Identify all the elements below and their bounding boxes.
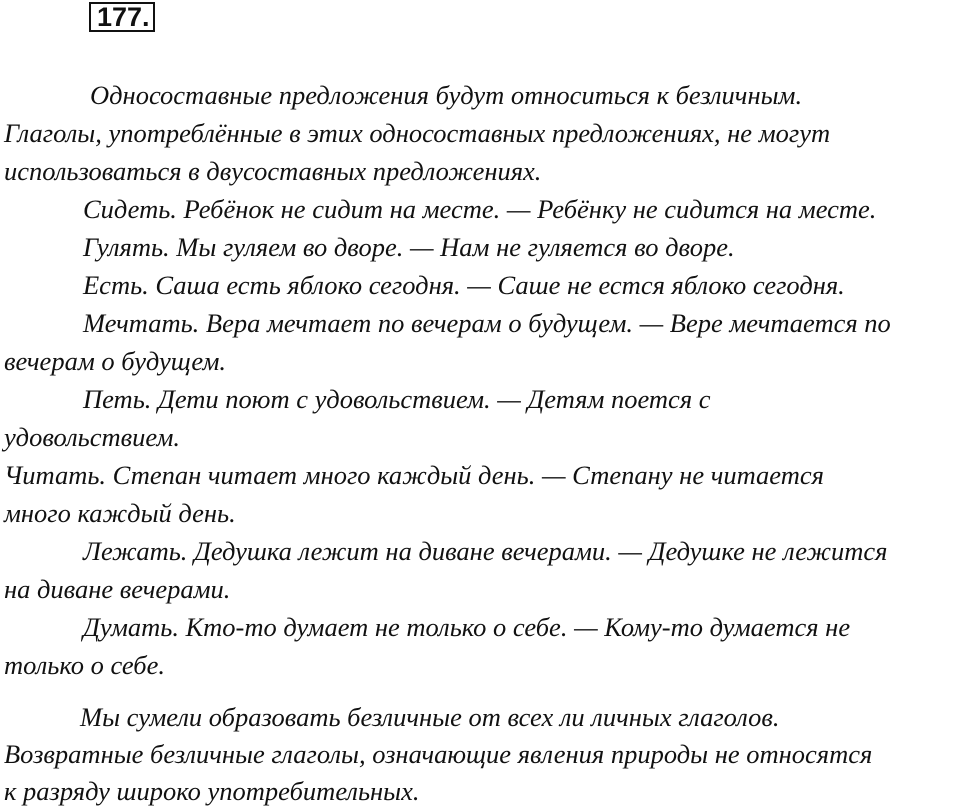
text-line-16: только о себе. — [4, 650, 166, 680]
text-line-11: Читать. Степан читает много каждый день. — Степану не читается — [4, 460, 824, 490]
text-line-2: Глаголы, употреблённые в этих односоставных предложениях, не могут — [4, 118, 831, 148]
text-line-8: вечерам о будущем. — [4, 346, 227, 376]
text-line-7: Мечтать. Вера мечтает по вечерам о будущем. — Вере мечтается по — [83, 308, 891, 338]
text-line-15: Думать. Кто-то думает не только о себе. — Кому-то думается не — [83, 612, 851, 642]
exercise-number: 177. — [89, 2, 155, 32]
text-line-10: удовольствием. — [4, 422, 180, 452]
text-line-18: Возвратные безличные глаголы, означающие явления природы не относятся — [4, 739, 873, 769]
text-line-4: Сидеть. Ребёнок не сидит на месте. — Ребёнку не сидится на месте. — [83, 194, 877, 224]
text-line-5: Гулять. Мы гуляем во дворе. — Нам не гуляется во дворе. — [83, 232, 735, 262]
text-line-6: Есть. Саша есть яблоко сегодня. — Саше не естся яблоко сегодня. — [83, 270, 845, 300]
text-line-19: к разряду широко употребительных. — [4, 776, 420, 806]
text-line-3: использоваться в двусоставных предложениях. — [4, 156, 542, 186]
text-line-1: Односоставные предложения будут относиться к безличным. — [90, 80, 803, 110]
text-line-14: на диване вечерами. — [4, 574, 231, 604]
text-line-12: много каждый день. — [4, 498, 236, 528]
text-line-13: Лежать. Дедушка лежит на диване вечерами. — Дедушке не лежится — [83, 536, 888, 566]
text-line-17: Мы сумели образовать безличные от всех ли личных глаголов. — [80, 702, 780, 732]
text-line-9: Петь. Дети поют с удовольствием. — Детям поется с — [83, 384, 711, 414]
